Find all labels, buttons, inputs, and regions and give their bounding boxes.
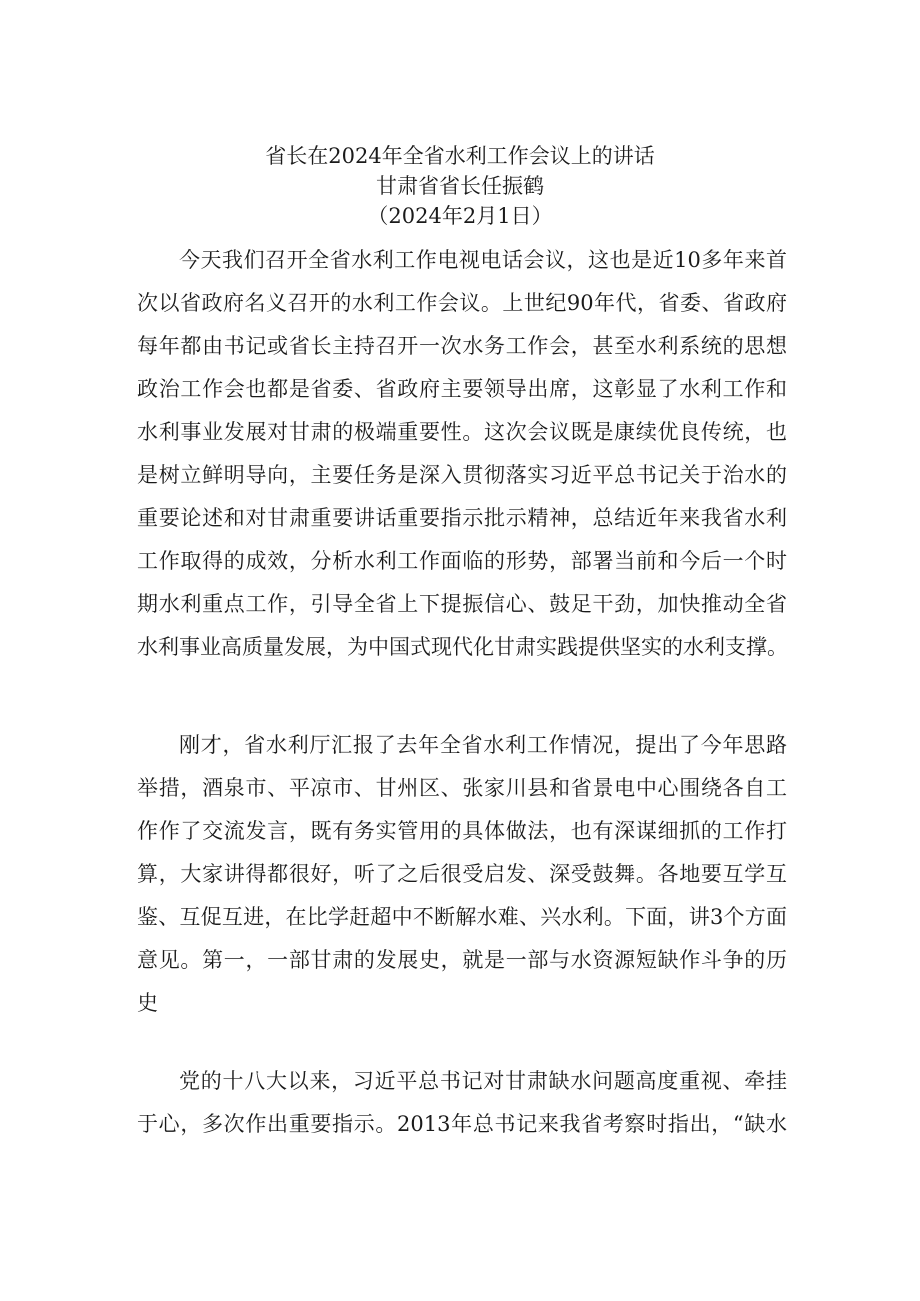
paragraph-line: 每年都由书记或省长主持召开一次水务工作会，甚至水利系统的思想 — [137, 334, 787, 358]
paragraph-line: 于心，多次作出重要指示。2013年总书记来我省考察时指出，“缺水 — [137, 1112, 787, 1136]
paragraph-line: 期水利重点工作，引导全省上下提振信心、鼓足干劲，加快推动全省 — [137, 592, 787, 616]
date-line: （2024年2月1日） — [367, 204, 553, 228]
paragraph-line: 举措，酒泉市、平凉市、甘州区、张家川县和省景电中心围绕各自工 — [137, 776, 787, 800]
paragraph-line: 刚才，省水利厅汇报了去年全省水利工作情况，提出了今年思路 — [179, 733, 787, 757]
paragraph-line: 算，大家讲得都很好，听了之后很受启发、深受鼓舞。各地要互学互 — [137, 862, 787, 886]
paragraph-line: 是树立鲜明导向，主要任务是深入贯彻落实习近平总书记关于治水的 — [137, 463, 787, 487]
paragraph-1 — [137, 239, 787, 669]
title-block — [0, 141, 920, 231]
paragraph-line: 次以省政府名义召开的水利工作会议。上世纪90年代，省委、省政府 — [137, 291, 787, 315]
paragraph-line: 水利事业高质量发展，为中国式现代化甘肃实践提供坚实的水利支撑。 — [137, 635, 788, 659]
speaker-line: 甘肃省省长任振鹤 — [376, 174, 544, 198]
document-title: 省长在2024年全省水利工作会议上的讲话 — [265, 144, 655, 168]
paragraph-line: 党的十八大以来，习近平总书记对甘肃缺水问题高度重视、牵挂 — [179, 1069, 787, 1093]
paragraph-line: 重要论述和对甘肃重要讲话重要指示批示精神，总结近年来我省水利 — [137, 506, 787, 530]
paragraph-3 — [137, 1060, 787, 1146]
paragraph-line: 作作了交流发言，既有务实管用的具体做法，也有深谋细抓的工作打 — [137, 819, 787, 843]
paragraph-line: 工作取得的成效，分析水利工作面临的形势，部署当前和今后一个时 — [137, 549, 787, 573]
paragraph-line: 今天我们召开全省水利工作电视电话会议，这也是近10多年来首 — [179, 248, 787, 272]
paragraph-line: 意见。第一，一部甘肃的发展史，就是一部与水资源短缺作斗争的历 — [137, 948, 787, 972]
paragraph-line: 史 — [137, 991, 158, 1015]
paragraph-line: 水利事业发展对甘肃的极端重要性。这次会议既是康续优良传统，也 — [137, 420, 787, 444]
paragraph-line: 政治工作会也都是省委、省政府主要领导出席，这彰显了水利工作和 — [137, 377, 787, 401]
paragraph-2 — [137, 724, 787, 1025]
paragraph-line: 鉴、互促互进，在比学赶超中不断解水难、兴水利。下面，讲3个方面 — [137, 905, 787, 929]
